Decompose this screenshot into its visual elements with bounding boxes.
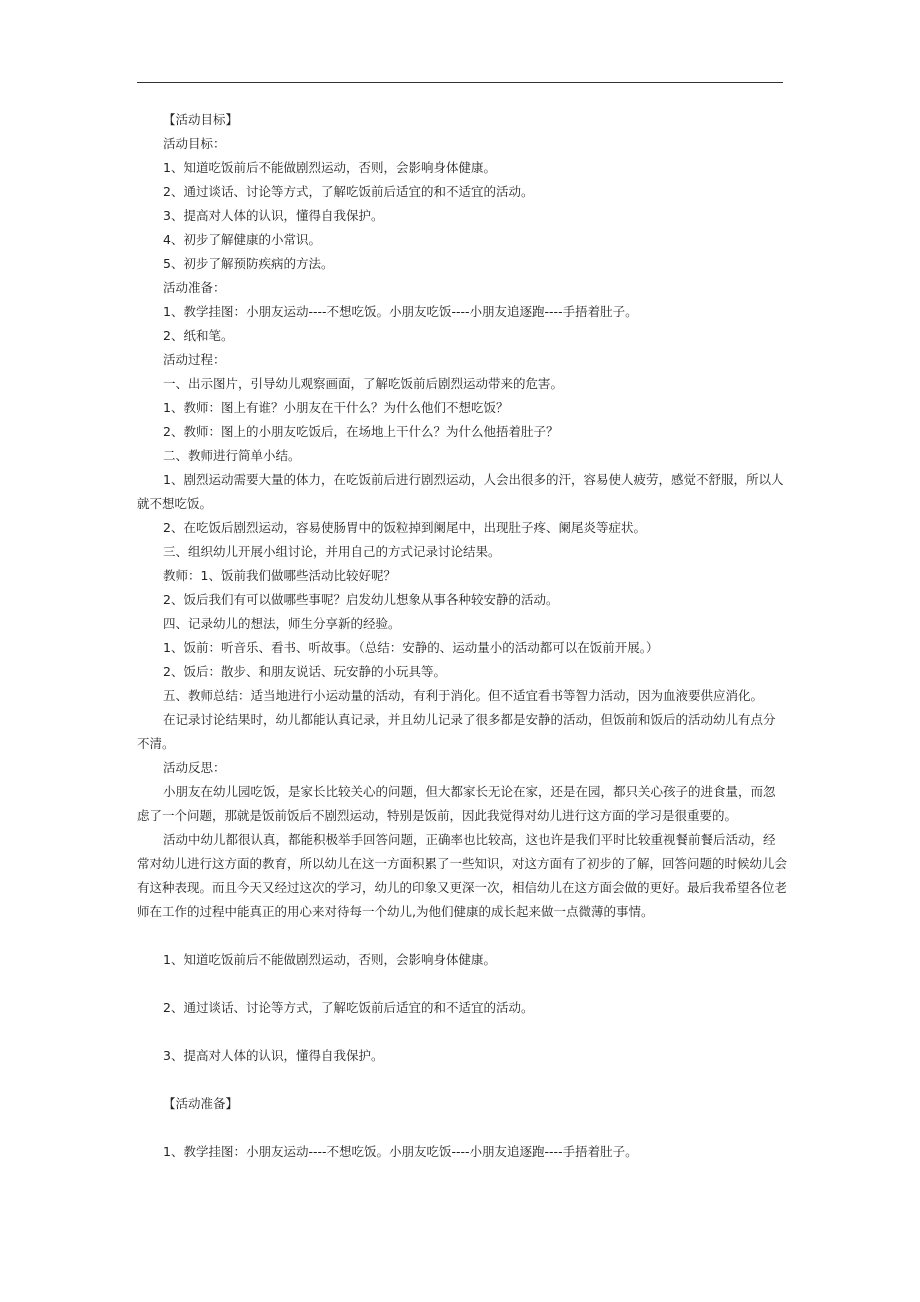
- paragraph: 3、提高对人体的认识，懂得自我保护。: [163, 208, 384, 223]
- paragraph: 1、教学挂图：小朋友运动----不想吃饭。小朋友吃饭----小朋友追逐跑----手捂着肚子。: [163, 1144, 638, 1159]
- paragraph: 活动中幼儿都很认真，都能积极举手回答问题，正确率也比较高，这也许是我们平时比较重视餐前餐后活动，经常对幼儿进行这方面的教育，所以幼儿在这一方面积累了一些知识，对这方面有了初步的了解，回答问题的时候幼儿会有这种表现。而且今天又经过这次的学习，幼儿的印象又更深一次，相信幼儿在这方面会做的更好。最后我希望各位老师在工作的过程中能真正的用心来对待每一个幼儿,为他们健康的成长起来做一点微薄的事情。: [137, 832, 788, 919]
- paragraph: 四、记录幼儿的想法，师生分享新的经验。: [163, 616, 401, 631]
- paragraph: 教师：1、饭前我们做哪些活动比较好呢？: [163, 568, 396, 583]
- header-rule: [137, 82, 783, 83]
- paragraph: 1、饭前：听音乐、看书、听故事。（总结：安静的、运动量小的活动都可以在饭前开展。）: [163, 640, 659, 655]
- paragraph: 3、提高对人体的认识，懂得自我保护。: [163, 1048, 384, 1063]
- section-heading-preparation: 【活动准备】: [163, 1096, 239, 1111]
- paragraph: 4、初步了解健康的小常识。: [163, 232, 321, 247]
- paragraph: 1、知道吃饭前后不能做剧烈运动，否则，会影响身体健康。: [163, 952, 496, 967]
- document-body: [137, 108, 787, 1164]
- paragraph: 2、通过谈话、讨论等方式，了解吃饭前后适宜的和不适宜的活动。: [163, 1000, 534, 1015]
- paragraph: 2、在吃饭后剧烈运动，容易使肠胃中的饭粒掉到阑尾中，出现肚子疼、阑尾炎等症状。: [163, 520, 646, 535]
- paragraph: 二、教师进行简单小结。: [163, 448, 301, 463]
- paragraph: 2、饭后我们有可以做哪些事呢？启发幼儿想象从事各种较安静的活动。: [163, 592, 559, 607]
- subheading-reflection: 活动反思：: [163, 760, 226, 775]
- subheading-preparation: 活动准备：: [163, 280, 226, 295]
- paragraph: 5、初步了解预防疾病的方法。: [163, 256, 334, 271]
- paragraph: 一、出示图片，引导幼儿观察画面，了解吃饭前后剧烈运动带来的危害。: [163, 376, 564, 391]
- section-heading-goals: 【活动目标】: [163, 112, 239, 127]
- paragraph: 五、教师总结：适当地进行小运动量的活动，有利于消化。但不适宜看书等智力活动，因为血液要供应消化。: [163, 688, 764, 703]
- paragraph: 2、纸和笔。: [163, 328, 234, 343]
- subheading-goals: 活动目标：: [163, 136, 226, 151]
- paragraph: 1、知道吃饭前后不能做剧烈运动，否则，会影响身体健康。: [163, 160, 496, 175]
- paragraph: 2、饭后：散步、和朋友说话、玩安静的小玩具等。: [163, 664, 446, 679]
- paragraph: 小朋友在幼儿园吃饭，是家长比较关心的问题，但大都家长无论在家，还是在园，都只关心孩子的进食量，而忽虑了一个问题，那就是饭前饭后不剧烈运动，特别是饭前，因此我觉得对幼儿进行这方面的学习是很重要的。: [137, 784, 776, 823]
- paragraph: 1、剧烈运动需要大量的体力，在吃饭前后进行剧烈运动，人会出很多的汗，容易使人疲劳，感觉不舒服，所以人就不想吃饭。: [137, 472, 784, 511]
- paragraph: 1、教学挂图：小朋友运动----不想吃饭。小朋友吃饭----小朋友追逐跑----手捂着肚子。: [163, 304, 638, 319]
- paragraph: 三、组织幼儿开展小组讨论，并用自己的方式记录讨论结果。: [163, 544, 501, 559]
- subheading-process: 活动过程：: [163, 352, 226, 367]
- paragraph: 1、教师：图上有谁？小朋友在干什么？为什么他们不想吃饭？: [163, 400, 509, 415]
- paragraph: 2、教师：图上的小朋友吃饭后，在场地上干什么？为什么他捂着肚子？: [163, 424, 559, 439]
- paragraph: 在记录讨论结果时，幼儿都能认真记录，并且幼儿记录了很多都是安静的活动，但饭前和饭后的活动幼儿有点分不清。: [137, 712, 776, 751]
- paragraph: 2、通过谈话、讨论等方式，了解吃饭前后适宜的和不适宜的活动。: [163, 184, 534, 199]
